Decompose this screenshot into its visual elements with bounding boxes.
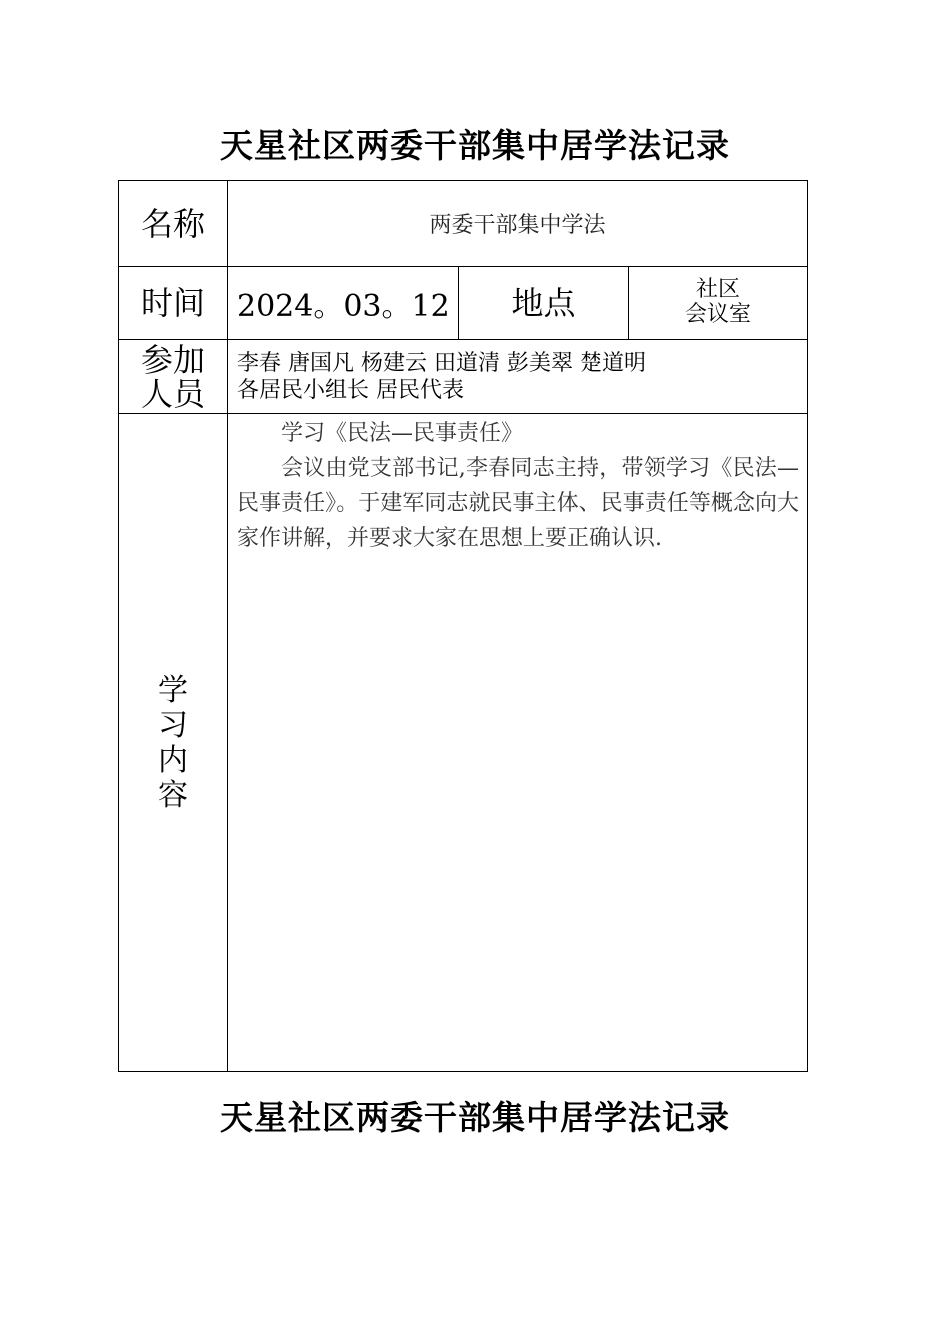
content-paragraph: 会议由党支部书记,李春同志主持，带领学习《民法—民事责任》。于建军同志就民事主体、民事责任等概念向大家作讲解，并要求大家在思想上要正确认识. xyxy=(237,456,800,551)
next-record-title: 天星社区两委干部集中居学法记录 xyxy=(220,1098,730,1137)
study-record-form xyxy=(118,180,808,1072)
participants-label-line1: 参加 xyxy=(140,340,205,379)
document-title: 天星社区两委干部集中居学法记录 xyxy=(220,126,730,165)
participants-value xyxy=(228,340,808,414)
participants-row xyxy=(119,340,808,414)
content-paragraph: 学习《民法—民事责任》 xyxy=(281,421,524,446)
content-label-char: 习 xyxy=(158,707,188,743)
time-place-row xyxy=(119,267,808,340)
name-row xyxy=(119,181,808,267)
time-value: 2024。03。12 xyxy=(228,267,459,340)
participants-label xyxy=(119,340,228,414)
participants-line1: 李春 唐国凡 杨建云 田道清 彭美翠 楚道明 xyxy=(237,350,646,376)
content-body xyxy=(228,414,808,1072)
place-value xyxy=(629,267,808,340)
name-value: 两委干部集中学法 xyxy=(228,181,808,267)
participants-label-line2: 人员 xyxy=(140,374,205,413)
content-row xyxy=(119,414,808,1072)
place-value-line2: 会议室 xyxy=(685,302,752,327)
name-label: 名称 xyxy=(119,181,228,267)
place-label: 地点 xyxy=(459,267,629,340)
participants-line2: 各居民小组长 居民代表 xyxy=(237,377,464,403)
time-label: 时间 xyxy=(119,267,228,340)
content-label-char: 学 xyxy=(158,672,188,708)
content-label xyxy=(119,414,228,1072)
content-label-char: 容 xyxy=(158,777,188,813)
content-label-char: 内 xyxy=(158,742,188,778)
place-value-line1: 社区 xyxy=(696,277,741,302)
